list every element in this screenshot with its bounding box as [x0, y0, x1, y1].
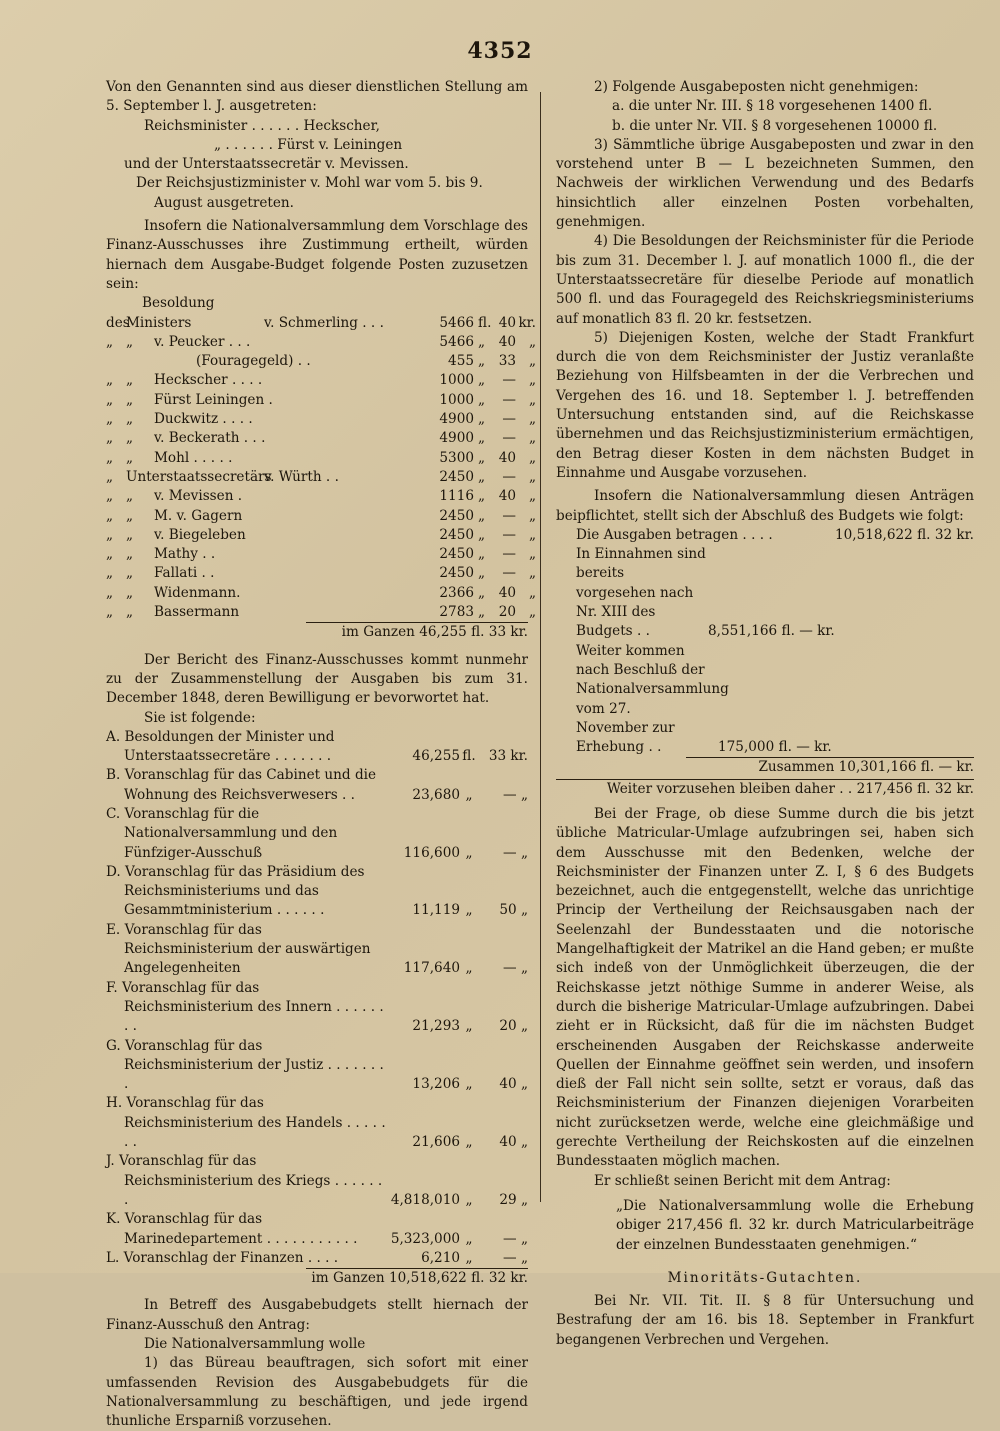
budget-item-amount: 5,323,000	[390, 1230, 460, 1247]
calc-rest-row	[556, 779, 974, 799]
salary-row	[106, 468, 536, 487]
column-divider	[540, 92, 541, 1202]
salary-name: Fallati . .	[154, 565, 215, 582]
salary-row	[106, 584, 536, 603]
salary-name: Bassermann	[154, 604, 240, 621]
salary-name: Mohl . . . . .	[154, 449, 233, 466]
salary-prefix-2: „	[126, 526, 134, 543]
salary-prefix-2: Unterstaatssecretärs	[126, 468, 272, 485]
salary-row	[106, 526, 536, 545]
reichsminister-line-1: Reichsminister . . . . . . Heckscher,	[144, 117, 380, 134]
budget-item-unit: „	[465, 1018, 473, 1035]
minoritaets-heading: Minoritäts-Gutachten.	[667, 1269, 863, 1286]
salary-unit: „	[528, 411, 536, 428]
salary-prefix-1: „	[106, 526, 114, 543]
salary-name: Duckwitz . . . .	[154, 411, 253, 428]
salary-kr: 33	[498, 353, 516, 370]
salary-name: v. Peucker . . .	[154, 333, 251, 350]
budget-item-amount: 23,680	[412, 786, 460, 803]
salary-fl: „	[478, 430, 486, 447]
salary-fl-kr	[474, 429, 516, 448]
besoldung-label: Besoldung	[142, 295, 215, 312]
bericht-paragraph: Der Bericht des Finanz-Ausschusses kommt nunmehr zu der Zusammenstellung der Ausgaben bis zum 31. December 1848, deren Bewilligung er bevorwortet hat.	[106, 651, 528, 707]
salary-fl-kr	[474, 468, 516, 487]
antrag-quote: „Die Nationalversammlung wolle die Erhebung obiger 217,456 fl. 32 kr. durch Matricularbeiträge der einzelnen Bundesstaaten genehmigen.“	[616, 1197, 974, 1253]
salary-fl: „	[478, 507, 486, 524]
salary-prefix-1: „	[106, 449, 114, 466]
budget-row	[106, 1249, 528, 1268]
salary-fl: „	[478, 449, 486, 466]
salary-fl-kr	[474, 545, 516, 564]
salary-prefix-1: „	[106, 430, 114, 447]
salary-unit: „	[528, 333, 536, 350]
salary-kr: 20	[498, 604, 516, 621]
budget-item-text: G. Voranschlag für das Reichsministerium der Justiz . . . . . . . .	[106, 1037, 384, 1093]
salary-row	[106, 391, 536, 410]
budget-item-text: E. Voranschlag für das Reichsministerium der auswärtigen Angelegenheiten	[106, 921, 371, 977]
calc-einnahmen-value: 8,551,166 fl. — kr.	[708, 623, 835, 640]
salary-prefix-2: „	[126, 565, 134, 582]
budget-item-amount: 117,640	[403, 960, 460, 977]
budget-item-kr: — „	[503, 844, 528, 861]
budget-item-amount: 4,818,010	[390, 1191, 460, 1208]
left-column	[106, 78, 536, 1431]
budget-row	[106, 921, 528, 979]
budget-item-kr: 33 kr.	[488, 748, 528, 765]
salary-unit: „	[528, 449, 536, 466]
salary-amount: 1000	[439, 391, 474, 408]
calc-rest: Weiter vorzusehen bleiben daher . . 217,456 fl. 32 kr.	[606, 780, 974, 797]
budget-item-kr: 40 „	[499, 1134, 528, 1151]
budget-item-text: K. Voranschlag für das Marinedepartement . . . . . . . . . . .	[106, 1211, 358, 1247]
salary-kr: —	[502, 546, 516, 563]
salary-prefix-1	[106, 352, 126, 371]
salary-row	[106, 352, 536, 371]
sie-ist-line: Sie ist folgende:	[144, 709, 256, 726]
salary-row	[106, 314, 536, 333]
salary-prefix-2: „	[126, 411, 134, 428]
salary-row	[106, 507, 536, 526]
budget-item-text: J. Voranschlag für das Reichsministerium des Kriegs . . . . . . .	[106, 1153, 383, 1208]
salary-row	[106, 410, 536, 429]
schliesst-line: Er schließt seinen Bericht mit dem Antrag:	[594, 1172, 891, 1189]
salary-fl-kr	[474, 564, 516, 583]
salary-kr: —	[502, 372, 516, 389]
salary-kr: —	[502, 411, 516, 428]
budget-item-kr: — „	[503, 960, 528, 977]
salary-amount: 2450	[439, 526, 474, 543]
budget-item-unit: fl.	[462, 748, 476, 765]
budget-item-amount: 6,210	[421, 1249, 460, 1266]
budget-item-text: A. Besoldungen der Minister und Unterstaatssecretäre . . . . . . .	[106, 728, 335, 765]
salary-fl: „	[478, 468, 486, 485]
salary-fl: „	[478, 411, 486, 428]
salary-row	[106, 487, 536, 506]
calc-einnahmen-row	[576, 545, 974, 641]
salary-amount: 5466	[439, 314, 474, 331]
salary-kr: —	[502, 565, 516, 582]
salary-fl-kr	[474, 410, 516, 429]
budget-item-text: D. Voranschlag für das Präsidium des Reichsministeriums und das Gesammtministerium . . . . . .	[106, 863, 365, 919]
salary-name: v. Beckerath . . .	[154, 430, 266, 447]
salary-row	[106, 429, 536, 448]
salary-prefix-1: „	[106, 546, 114, 563]
salary-unit: „	[528, 488, 536, 505]
salary-prefix-2: „	[126, 449, 134, 466]
salary-fl: „	[478, 565, 486, 582]
budget-row	[106, 805, 528, 863]
budget-item-unit: „	[465, 1191, 473, 1208]
salary-prefix-1: „	[106, 333, 114, 350]
salary-unit: „	[528, 353, 536, 370]
salary-amount: 2450	[439, 565, 474, 582]
point-2b: b. die unter Nr. VII. § 8 vorgesehenen 10000 fl.	[612, 117, 938, 134]
point-1: 1) das Büreau beauftragen, sich sofort mit einer umfassenden Revision des Ausgabebudgets für die Nationalversammlung zu beschäftigen, und jede irgend thunliche Ersparniß vorzusehen.	[106, 1355, 528, 1430]
salary-table	[106, 314, 536, 623]
salary-fl: „	[478, 333, 486, 350]
salary-prefix-2	[126, 352, 154, 371]
salary-prefix-1: „	[106, 468, 114, 485]
salary-name: (Fouragegeld) . .	[196, 353, 311, 370]
budget-item-text: B. Voranschlag für das Cabinet und die Wohnung des Reichsverwesers . .	[106, 767, 377, 803]
calculation-block	[576, 526, 974, 799]
budget-item-unit: „	[465, 1134, 473, 1151]
salary-row	[106, 603, 536, 622]
salary-unit: „	[528, 604, 536, 621]
salary-fl: „	[478, 604, 486, 621]
budget-row	[106, 728, 528, 767]
calc-ausgaben-row	[576, 526, 974, 545]
salary-prefix-2: „	[126, 391, 134, 408]
salary-prefix-2: „	[126, 488, 134, 505]
budget-item-text: C. Voranschlag für die Nationalversammlung und den Fünfziger-Ausschuß	[106, 805, 338, 861]
minoritaets-text: Bei Nr. VII. Tit. II. § 8 für Untersuchung und Bestrafung der am 16. bis 18. September in Frankfurt begangenen Verbrechen und Vergehen.	[556, 1293, 974, 1348]
insofern-2-paragraph: Insofern die Nationalversammlung diesen Anträgen beipflichtet, stellt sich der Abschluß des Budgets wie folgt:	[556, 488, 974, 524]
budget-item-kr: 40 „	[499, 1076, 528, 1093]
salary-prefix-1: „	[106, 604, 114, 621]
salary-fl-kr	[474, 333, 516, 352]
budget-item-amount: 21,293	[412, 1018, 460, 1035]
salary-prefix-1: „	[106, 565, 114, 582]
salary-fl: „	[478, 488, 486, 505]
salary-kr: —	[502, 507, 516, 524]
salary-amount: 5466	[439, 333, 474, 350]
salary-prefix-2: „	[126, 333, 134, 350]
salary-amount: 2366	[439, 584, 474, 601]
budget-item-kr: 50 „	[499, 902, 528, 919]
salary-prefix-1: des	[106, 314, 130, 331]
salary-fl-kr	[474, 487, 516, 506]
budget-item-unit: „	[465, 1076, 473, 1093]
calc-zusammen: Zusammen 10,301,166 fl. — kr.	[758, 759, 974, 776]
point-4: 4) Die Besoldungen der Reichsminister für die Periode bis zum 31. December l. J. auf monatlich 1000 fl., die der Unterstaatssecretäre für dieselbe Periode auf monatlich 500 fl. und das Fouragegeld des Reichskriegsministeriums auf monatlich 83 fl. 20 kr. festsetzen.	[556, 233, 974, 327]
salary-name: Widenmann.	[154, 584, 241, 601]
budget-row	[106, 1037, 528, 1095]
salary-kr: —	[502, 526, 516, 543]
salary-unit: „	[528, 430, 536, 447]
salary-fl-kr	[474, 507, 516, 526]
budget-item-unit: „	[465, 844, 473, 861]
salary-unit: „	[528, 526, 536, 543]
salary-kr: 40	[498, 314, 516, 331]
salary-prefix-1: „	[106, 584, 114, 601]
salary-fl: „	[478, 353, 486, 370]
salary-amount: 1116	[439, 488, 474, 505]
salary-name: Fürst Leiningen .	[154, 391, 273, 408]
salary-prefix-1: „	[106, 411, 114, 428]
salary-fl-kr	[474, 352, 516, 371]
salary-row	[106, 333, 536, 352]
salary-name: M. v. Gagern	[154, 507, 243, 524]
insofern-paragraph: Insofern die Nationalversammlung dem Vorschlage des Finanz-Ausschusses ihre Zustimmung ertheilt, würden hiernach dem Ausgabe-Budget folgende Posten zuzusetzen sein:	[106, 218, 528, 292]
salary-name: v. Schmerling . . .	[264, 314, 384, 331]
salary-unit: „	[528, 584, 536, 601]
salary-fl: fl.	[478, 314, 492, 331]
salary-amount: 2450	[439, 546, 474, 563]
budget-row	[106, 1152, 528, 1210]
salary-prefix-1: „	[106, 488, 114, 505]
salary-name: v. Mevissen .	[154, 488, 243, 505]
budget-item-kr: — „	[503, 786, 528, 803]
page-number: 4352	[467, 38, 533, 64]
budget-table	[106, 728, 528, 1268]
budget-item-unit: „	[465, 902, 473, 919]
budget-item-text: H. Voranschlag für das Reichsministerium des Handels . . . . . . .	[106, 1095, 386, 1151]
salary-amount: 4900	[439, 411, 474, 428]
budget-item-text: F. Voranschlag für das Reichsministerium des Innern . . . . . . . .	[106, 979, 384, 1035]
salary-amount: 455	[448, 353, 474, 370]
budget-item-kr: — „	[503, 1249, 528, 1266]
salary-kr: —	[502, 391, 516, 408]
budget-item-unit: „	[465, 960, 473, 977]
budget-item-amount: 11,119	[412, 902, 460, 919]
budget-total-row	[306, 1268, 528, 1288]
salary-fl-kr	[474, 314, 516, 333]
betreff-paragraph: In Betreff des Ausgabebudgets stellt hiernach der Finanz-Ausschuß den Antrag:	[106, 1297, 528, 1333]
salary-kr: —	[502, 430, 516, 447]
reichsminister-line-2: „ . . . . . . Fürst v. Leiningen	[214, 136, 403, 153]
budget-item-text: L. Voranschlag der Finanzen . . . .	[106, 1249, 339, 1266]
budget-item-amount: 13,206	[412, 1076, 460, 1093]
right-column	[556, 78, 974, 1350]
salary-fl-kr	[474, 391, 516, 410]
salary-name: v. Biegeleben	[154, 526, 246, 543]
calc-ausgaben-label: Die Ausgaben betragen . . . .	[576, 526, 773, 543]
nationalversammlung-line: Die Nationalversammlung wolle	[144, 1336, 366, 1352]
salary-amount: 4900	[439, 430, 474, 447]
salary-unit: „	[528, 507, 536, 524]
salary-unit: kr.	[518, 314, 536, 331]
salary-prefix-2: Ministers	[126, 314, 192, 331]
salary-prefix-2: „	[126, 372, 134, 389]
salary-prefix-2: „	[126, 584, 134, 601]
salary-kr: 40	[498, 449, 516, 466]
salary-prefix-1: „	[106, 391, 114, 408]
calc-ausgaben-value: 10,518,622 fl. 32 kr.	[834, 526, 974, 543]
budget-item-unit: „	[465, 1230, 473, 1247]
budget-item-kr: 20 „	[499, 1018, 528, 1035]
salary-row	[106, 371, 536, 390]
salary-prefix-2: „	[126, 546, 134, 563]
salary-name: Mathy . .	[154, 546, 216, 563]
salary-fl: „	[478, 526, 486, 543]
budget-item-amount: 21,606	[412, 1134, 460, 1151]
budget-item-kr: 29 „	[499, 1191, 528, 1208]
calc-einnahmen-label: In Einnahmen sind bereits vorgesehen nach Nr. XIII des Budgets . .	[576, 546, 706, 640]
salary-unit: „	[528, 546, 536, 563]
salary-fl: „	[478, 372, 486, 389]
point-5: 5) Diejenigen Kosten, welche der Stadt Frankfurt durch die von dem Reichsminister der Justiz veranlaßte Beziehung von Hilfsbeamten in der die Verbrechen und Vergehen des 16. und 18. September l. J. betreffenden Untersuchung entstanden sind, auf die Reichskasse übernehmen und das Reichsjustizministerium ermächtigen, den Betrag dieser Kosten in dem nächsten Budget in Einnahme und Ausgabe vorzusehen.	[556, 329, 974, 481]
budget-item-unit: „	[465, 786, 473, 803]
budget-item-amount: 116,600	[403, 844, 460, 861]
salary-fl: „	[478, 584, 486, 601]
budget-row	[106, 1094, 528, 1152]
frage-paragraph: Bei der Frage, ob diese Summe durch die bis jetzt übliche Matricular-Umlage aufzubringen sei, haben sich dem Ausschusse mit den Bedenken, welche der Reichsminister der Finanzen unter Z. I, § 6 des Budgets bezeichnet, auch die entgegenstellt, welche das unrichtige Princip der Vertheilung der Reichsausgaben nach der Seelenzahl der Bundesstaaten und die notorische Mangelhaftigkeit der Matrikel an die Hand geben; er mußte sich indeß von der Unmöglichkeit überzeugen, die der Reichskasse jetzt nöthige Summe in anderer Weise, als durch die bisherige Matricular-Umlage aufzubringen. Dabei zieht er in Rücksicht, daß für die im nächsten Budget erscheinenden Ausgaben der Reichskasse anderweite Quellen der Einnahme geöffnet sein werden, und insofern dieß der Fall nicht sein sollte, setzt er voraus, daß das Reichsministerium der Finanzen diejenigen Vorarbeiten nicht zurücksetzen werde, welche eine gleichmäßige und gerechte Vertheilung der Reichskosten auf die einzelnen Bundesstaaten möglich machen.	[556, 805, 974, 1170]
salary-amount: 1000	[439, 372, 474, 389]
salary-total-row	[306, 622, 528, 642]
salary-fl-kr	[474, 603, 516, 622]
salary-name: Heckscher . . . .	[154, 372, 263, 389]
salary-prefix-2: „	[126, 604, 134, 621]
salary-fl-kr	[474, 584, 516, 603]
mohl-line: Der Reichsjustizminister v. Mohl war vom 5. bis 9. August ausgetreten.	[136, 175, 483, 211]
salary-unit: „	[528, 372, 536, 389]
budget-row	[106, 863, 528, 921]
salary-amount: 5300	[439, 449, 474, 466]
salary-fl-kr	[474, 371, 516, 390]
budget-item-amount: 46,255	[412, 748, 460, 765]
budget-row	[106, 766, 528, 805]
budget-row	[106, 1210, 528, 1249]
calc-zusammen-row	[686, 757, 974, 777]
salary-fl: „	[478, 546, 486, 563]
salary-kr: 40	[498, 584, 516, 601]
salary-prefix-1: „	[106, 507, 114, 524]
budget-item-unit: „	[465, 1249, 473, 1266]
salary-prefix-1: „	[106, 372, 114, 389]
point-2a: a. die unter Nr. III. § 18 vorgesehenen 1400 fl.	[612, 98, 933, 115]
calc-weiter-value: 175,000 fl. — kr.	[718, 739, 832, 756]
salary-prefix-2: „	[126, 507, 134, 524]
salary-total: im Ganzen 46,255 fl. 33 kr.	[341, 624, 528, 641]
budget-row	[106, 979, 528, 1037]
salary-unit: „	[528, 391, 536, 408]
intro-paragraph: Von den Genannten sind aus dieser dienstlichen Stellung am 5. September l. J. ausgetreten:	[106, 79, 528, 115]
budget-total: im Ganzen 10,518,622 fl. 32 kr.	[311, 1270, 528, 1287]
calc-weiter-label: Weiter kommen nach Beschluß der Nationalversammlung vom 27. November zur Erhebung . .	[576, 642, 729, 756]
salary-row	[106, 564, 536, 583]
salary-row	[106, 449, 536, 468]
salary-prefix-2: „	[126, 430, 134, 447]
salary-kr: 40	[498, 488, 516, 505]
point-3: 3) Sämmtliche übrige Ausgabeposten und zwar in den vorstehend unter B — L bezeichneten Summen, den Nachweis der wirklichen Verwendung und des Bedarfs hinsichtlich aller einzelnen Posten vorbehalten, genehmigen.	[556, 136, 974, 231]
calc-weiter-row	[576, 642, 974, 758]
salary-unit: „	[528, 565, 536, 582]
salary-kr: 40	[498, 333, 516, 350]
salary-fl-kr	[474, 526, 516, 545]
salary-kr: —	[502, 468, 516, 485]
salary-name: v. Würth . .	[264, 468, 339, 485]
unterstaatssecretaer-line: und der Unterstaatssecretär v. Mevissen.	[124, 156, 409, 173]
salary-fl-kr	[474, 449, 516, 468]
salary-amount: 2450	[439, 468, 474, 485]
point-2: 2) Folgende Ausgabeposten nicht genehmigen:	[594, 79, 919, 95]
salary-row	[106, 545, 536, 564]
salary-amount: 2783	[439, 604, 474, 621]
salary-amount: 2450	[439, 507, 474, 524]
salary-fl: „	[478, 391, 486, 408]
salary-unit: „	[528, 468, 536, 485]
budget-item-kr: — „	[503, 1230, 528, 1247]
